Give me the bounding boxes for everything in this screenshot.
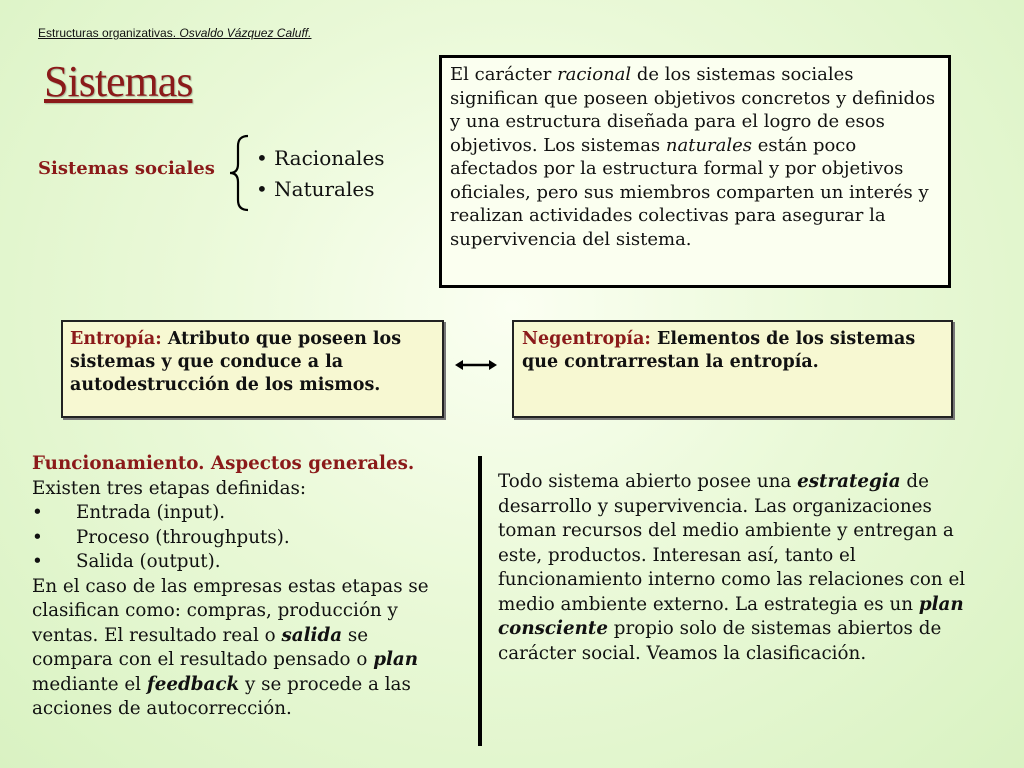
functioning-section <box>32 452 442 722</box>
paragraph-text: propio solo de sistemas abiertos de carácter social. Veamos la clasificación. <box>498 618 942 664</box>
stage-label: Salida (output). <box>76 551 221 572</box>
stage-item: • Salida (output). <box>32 550 442 575</box>
double-arrow-icon <box>455 358 497 372</box>
curly-brace-icon <box>228 134 250 212</box>
course-name: Estructuras organizativas. <box>38 26 177 40</box>
paragraph-text: mediante el <box>32 673 147 695</box>
paragraph-text: de desarrollo y supervivencia. Las organizaciones toman recursos del medio ambiente y entregan a este, productos. Interesan así, tanto el funcionamiento interno como las relaciones con el medio ambiente externo. La estrategia es un <box>498 471 966 615</box>
list-item-naturales: • Naturales <box>256 174 385 205</box>
author-name: Osvaldo Vázquez Caluff. <box>179 26 312 40</box>
functioning-paragraph <box>32 575 442 722</box>
definition-text: El carácter <box>450 64 558 85</box>
social-systems-label: Sistemas sociales <box>38 158 215 179</box>
definition-box <box>439 55 951 288</box>
definition-text: de los sistemas sociales significan que poseen objetivos concretos y definidos y una estructura diseñada para el logro de esos objetivos. Los sistemas <box>450 64 936 156</box>
entropy-box <box>61 320 444 418</box>
stage-item: • Entrada (input). <box>32 501 442 526</box>
slide-title: Sistemas <box>44 57 193 106</box>
paragraph-emphasis: plan <box>373 649 419 670</box>
social-systems-list <box>256 143 385 205</box>
negentropy-box <box>512 320 953 418</box>
negentropy-term: Negentropía: <box>522 329 651 349</box>
stage-label: Proceso (throughputs). <box>76 526 290 548</box>
paragraph-emphasis: salida <box>281 624 343 646</box>
strategy-paragraph <box>498 470 968 666</box>
paragraph-text: se compara con el resultado pensado o <box>32 624 374 670</box>
paragraph-text: y se procede a las acciones de autocorrección. <box>32 673 411 719</box>
paragraph-emphasis: feedback <box>146 673 240 695</box>
paragraph-emphasis: estrategia <box>797 471 901 492</box>
definition-text: están poco afectados por la estructura formal y por objetivos oficiales, pero sus miembros comparten un interés y realizan actividades colectivas para asegurar la supervivencia del sistema. <box>450 134 929 250</box>
functioning-intro: Existen tres etapas definidas: <box>32 477 307 499</box>
paragraph-emphasis: plan consciente <box>498 593 964 639</box>
functioning-heading: Funcionamiento. Aspectos generales. <box>32 453 415 474</box>
negentropy-definition: Elementos de los sistemas que contrarrestan la entropía. <box>522 329 916 372</box>
definition-emphasis: naturales <box>665 134 753 156</box>
entropy-definition: Atributo que poseen los sistemas y que conduce a la autodestrucción de los mismos. <box>70 329 402 395</box>
stage-item: • Proceso (throughputs). <box>32 526 442 551</box>
stage-label: Entrada (input). <box>76 502 226 523</box>
paragraph-text: En el caso de las empresas estas etapas se clasifican como: compras, producción y ventas. El resultado real o <box>32 575 429 646</box>
list-item-racionales: • Racionales <box>256 143 385 174</box>
vertical-divider <box>478 456 482 746</box>
entropy-term: Entropía: <box>70 329 162 349</box>
paragraph-text: Todo sistema abierto posee una <box>498 471 798 492</box>
slide-header <box>38 26 311 40</box>
definition-emphasis: racional <box>557 64 632 85</box>
